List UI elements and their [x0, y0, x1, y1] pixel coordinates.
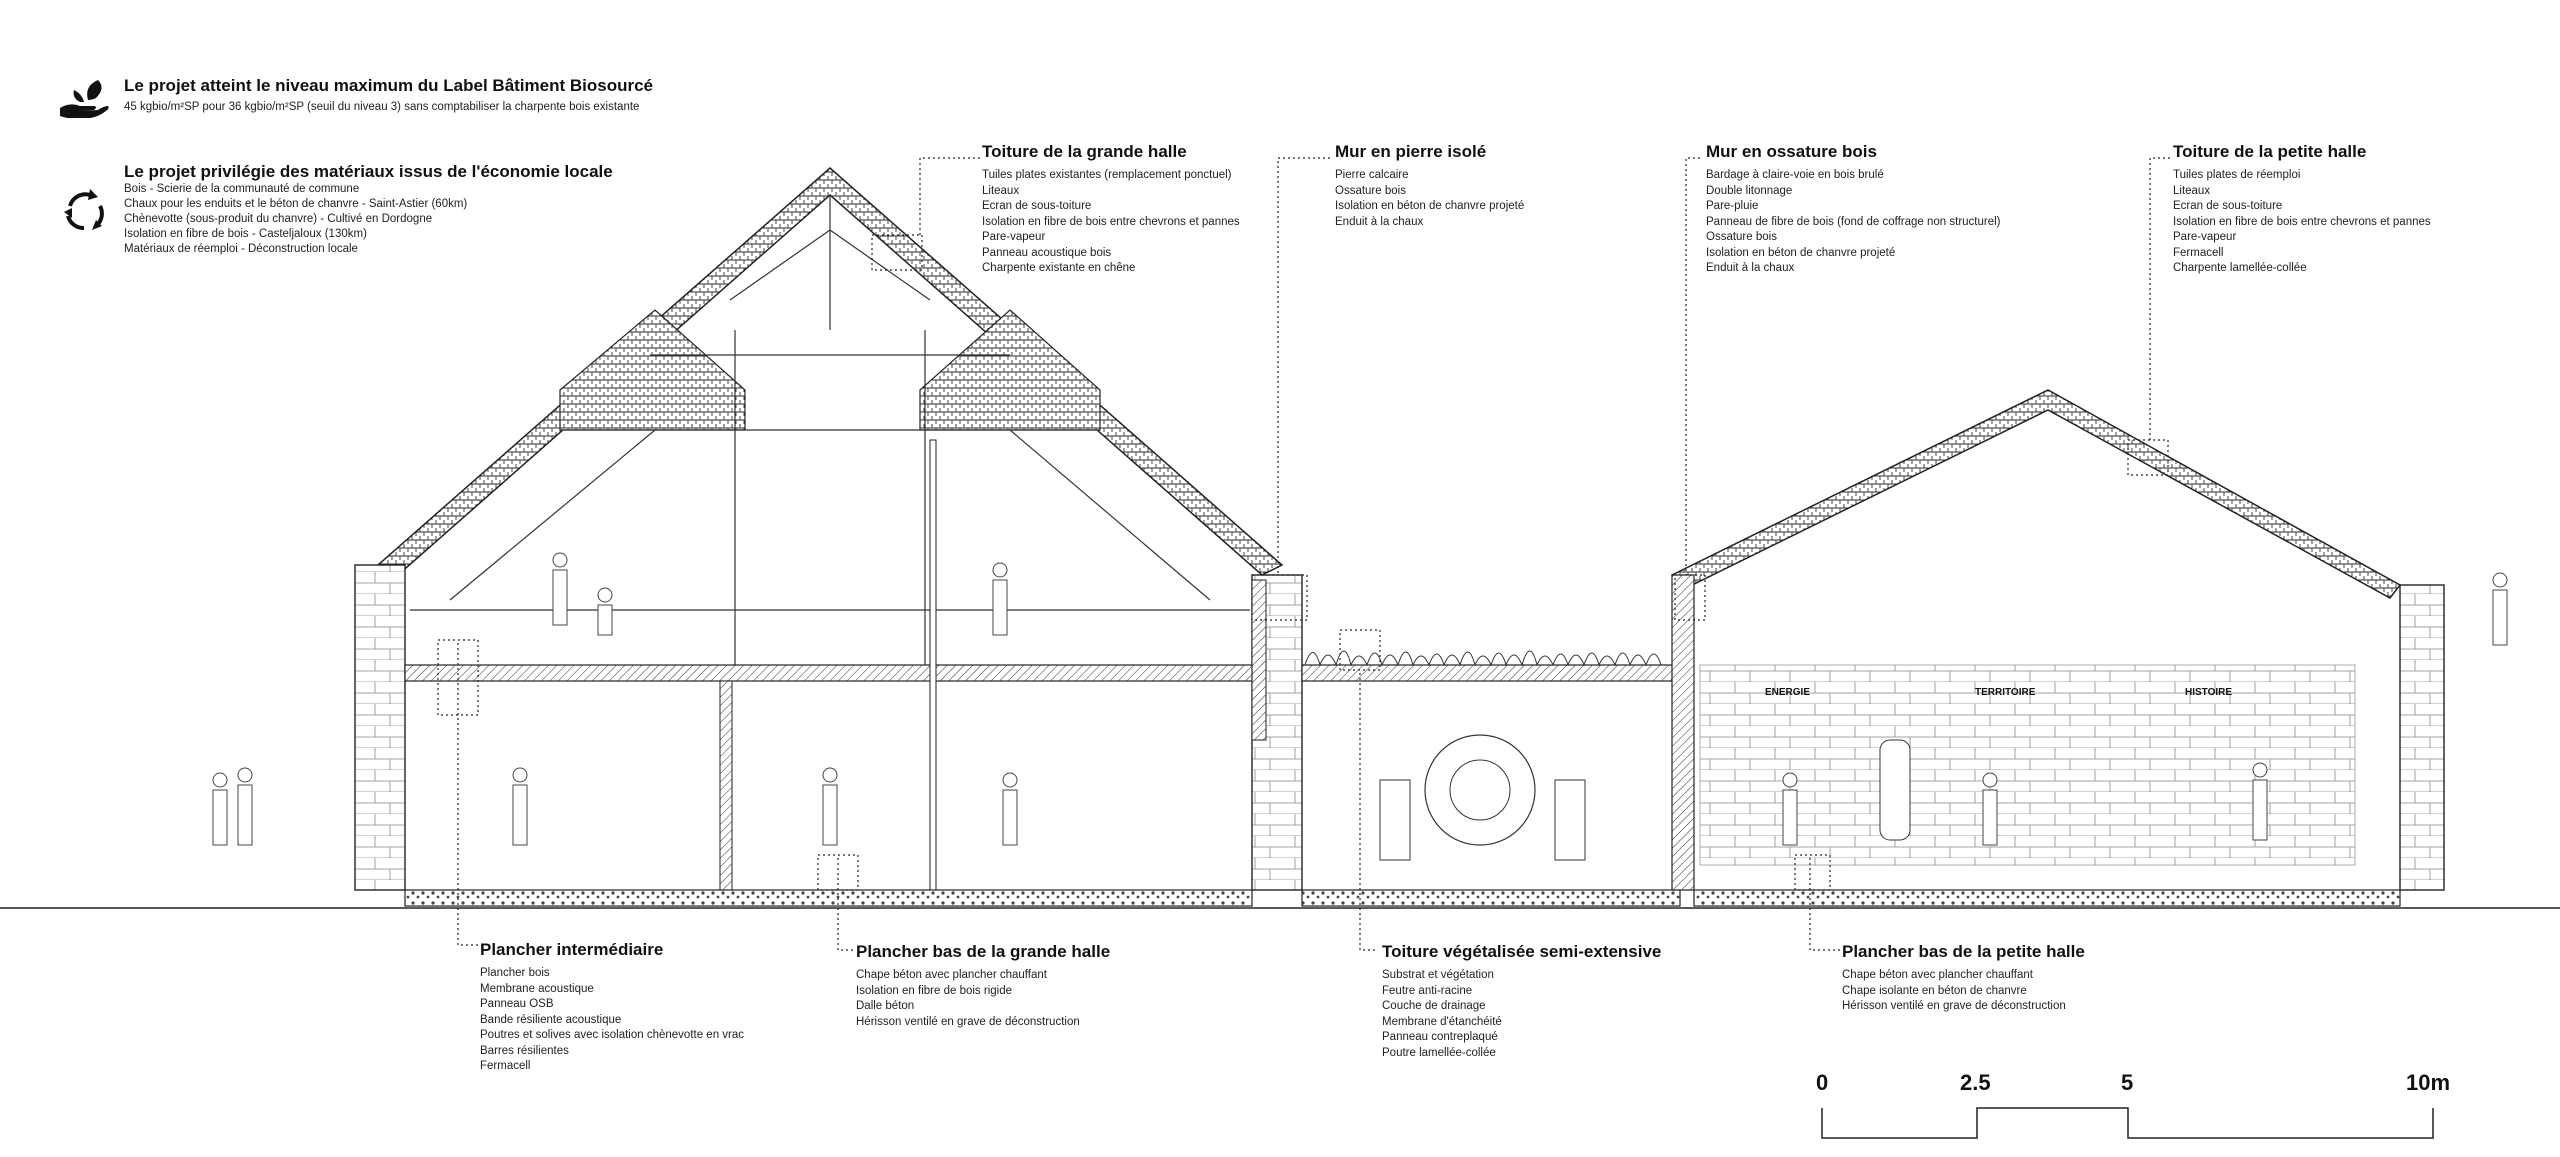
annotation-toiture-grande-halle — [982, 142, 1240, 277]
annotation-plancher-grande-halle — [856, 942, 1110, 1030]
annotation-item: Bardage à claire-voie en bois brulé — [1706, 169, 1884, 181]
annotation-item: Pare-vapeur — [982, 231, 1046, 243]
annotation-item: Plancher bois — [480, 967, 550, 979]
recycle-icon — [60, 186, 110, 236]
annotation-mur-pierre — [1335, 142, 1524, 230]
annotation-item: Ecran de sous-toiture — [982, 200, 1092, 212]
annotation-item: Chape béton avec plancher chauffant — [856, 969, 1047, 981]
scale-label-10m: 10m — [2406, 1070, 2451, 1095]
annotation-item: Pare-pluie — [1706, 200, 1759, 212]
annotation-item: Double litonnage — [1706, 184, 1793, 197]
annotation-title: Plancher bas de la petite halle — [1842, 942, 2085, 961]
annotation-item: Membrane acoustique — [480, 982, 594, 995]
local-items — [124, 182, 467, 257]
annotation-title: Toiture végétalisée semi-extensive — [1382, 942, 1662, 961]
label-title: Le projet atteint le niveau maximum du Label Bâtiment Biosourcé — [124, 76, 654, 95]
annotation-mur-ossature — [1706, 142, 2001, 277]
annotation-item: Couche de drainage — [1382, 1000, 1486, 1012]
annotation-item: Isolation en fibre de bois entre chevrons et pannes — [982, 215, 1240, 228]
annotation-item: Poutres et solives avec isolation chènevotte en vrac — [480, 1029, 745, 1041]
annotation-plancher-petite-halle — [1842, 942, 2085, 1015]
annotation-item: Chape béton avec plancher chauffant — [1842, 969, 2033, 981]
annotation-item: Isolation en fibre de bois entre chevrons et pannes — [2173, 215, 2431, 228]
annotation-item: Isolation en béton de chanvre projeté — [1335, 200, 1525, 212]
annotation-item: Ossature bois — [1335, 184, 1406, 197]
annotation-item: Enduit à la chaux — [1706, 262, 1795, 274]
annotation-item: Feutre anti-racine — [1382, 984, 1473, 997]
hand-leaf-icon — [58, 76, 110, 118]
annotation-title: Toiture de la petite halle — [2173, 142, 2367, 161]
annotation-item: Panneau OSB — [480, 998, 554, 1010]
exhibit-label-energie: ENERGIE — [1765, 687, 1811, 698]
annotation-toiture-vegetalisee — [1382, 942, 1661, 1061]
annotation-item: Ossature bois — [1706, 231, 1777, 243]
annotation-title: Mur en pierre isolé — [1335, 142, 1487, 161]
scale-label-2-5: 2.5 — [1960, 1070, 1991, 1095]
annotation-item: Barres résilientes — [480, 1044, 569, 1057]
annotation-item: Hérisson ventilé en grave de déconstruction — [856, 1015, 1080, 1028]
local-item: Chaux pour les enduits et le béton de chanvre - Saint-Astier (60km) — [124, 198, 468, 210]
annotation-item: Bande résiliente acoustique — [480, 1013, 622, 1026]
annotation-item: Fermacell — [480, 1060, 531, 1072]
annotation-title: Plancher bas de la grande halle — [856, 942, 1111, 961]
annotation-item: Membrane d'étanchéité — [1382, 1015, 1502, 1028]
annotation-item: Tuiles plates existantes (remplacement ponctuel) — [982, 169, 1232, 181]
annotation-title: Mur en ossature bois — [1706, 142, 1877, 161]
annotation-item: Chape isolante en béton de chanvre — [1842, 984, 2027, 997]
local-item: Isolation en fibre de bois - Casteljaloux (130km) — [124, 228, 367, 240]
annotation-item: Enduit à la chaux — [1335, 215, 1424, 228]
local-item: Chènevotte (sous-produit du chanvre) - Cultivé en Dordogne — [124, 213, 433, 225]
annotation-plancher-intermediaire — [480, 940, 744, 1075]
scale-label-5: 5 — [2121, 1070, 2134, 1095]
annotation-item: Pare-vapeur — [2173, 231, 2237, 243]
annotation-item: Panneau acoustique bois — [982, 246, 1112, 259]
local-item: Bois - Scierie de la communauté de commune — [124, 183, 360, 195]
annotation-item: Isolation en fibre de bois rigide — [856, 984, 1012, 997]
exhibit-label-territoire: TERRITOIRE — [1975, 687, 2036, 698]
annotation-item: Liteaux — [982, 184, 1020, 197]
annotation-item: Fermacell — [2173, 246, 2224, 259]
annotation-item: Pierre calcaire — [1335, 169, 1409, 181]
annotation-toiture-petite-halle — [2173, 142, 2431, 277]
annotation-item: Liteaux — [2173, 184, 2211, 197]
local-item: Matériaux de réemploi - Déconstruction locale — [124, 243, 358, 255]
annotation-item: Isolation en béton de chanvre projeté — [1706, 246, 1896, 259]
exhibit-label-histoire: HISTOIRE — [2185, 687, 2233, 698]
scale-label-0: 0 — [1816, 1070, 1829, 1095]
scale-bar — [1822, 1108, 2433, 1138]
annotation-item: Hérisson ventilé en grave de déconstruction — [1842, 1000, 2066, 1012]
annotation-item: Charpente lamellée-collée — [2173, 262, 2307, 274]
annotation-item: Panneau contreplaqué — [1382, 1031, 1498, 1043]
annotation-item: Panneau de fibre de bois (fond de coffrage non structurel) — [1706, 215, 2001, 228]
label-subtitle: 45 kgbio/m²SP pour 36 kgbio/m²SP (seuil du niveau 3) sans comptabiliser la charpente bois existante — [124, 101, 640, 113]
annotation-item: Dalle béton — [856, 1000, 915, 1012]
annotation-item: Substrat et végétation — [1382, 969, 1494, 981]
annotation-title: Toiture de la grande halle — [982, 142, 1187, 161]
local-title: Le projet privilégie des matériaux issus de l'économie locale — [124, 162, 613, 181]
annotation-item: Ecran de sous-toiture — [2173, 200, 2283, 212]
annotation-title: Plancher intermédiaire — [480, 940, 664, 959]
annotation-item: Charpente existante en chêne — [982, 262, 1136, 274]
annotation-item: Tuiles plates de réemploi — [2173, 169, 2301, 181]
annotation-item: Poutre lamellée-collée — [1382, 1046, 1496, 1059]
liaison-toiture-vegetalisee — [1302, 651, 1680, 906]
